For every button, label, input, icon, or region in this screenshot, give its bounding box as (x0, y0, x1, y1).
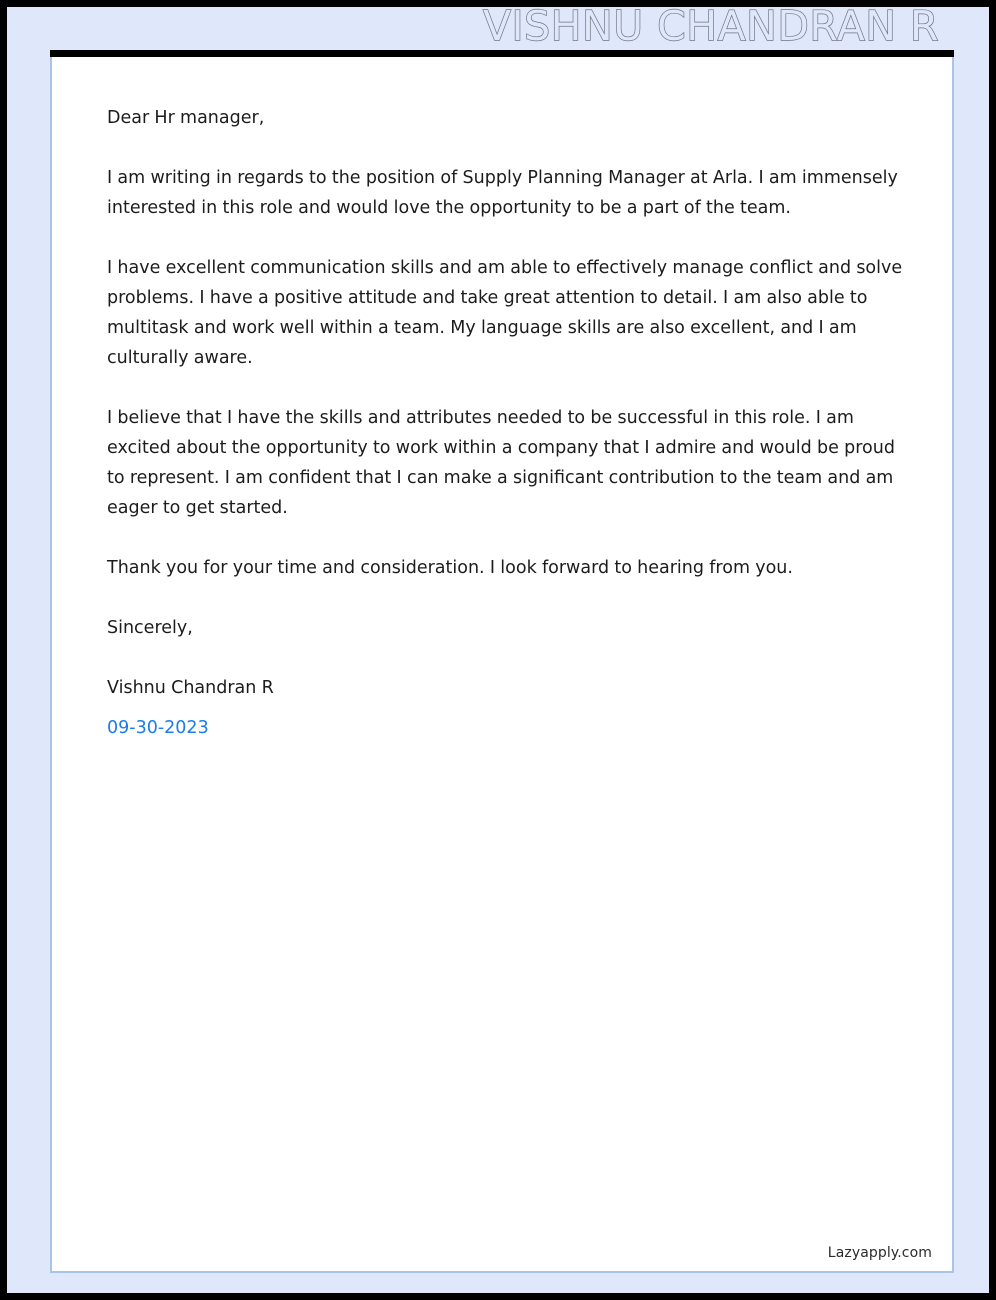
letter-paragraph-1: I am writing in regards to the position of Supply Planning Manager at Arla. I am immensely interested in this role and would love the opportunity to be a part of the team. (107, 168, 898, 218)
letter-body (107, 103, 907, 743)
letter-salutation: Dear Hr manager, (107, 108, 265, 128)
letter-paragraph-3: I believe that I have the skills and attributes needed to be successful in this role. I am excited about the opportunity to work within a company that I admire and would be proud to represent. I am confident that I can make a significant contribution to the team and am eager to get started. (107, 408, 895, 518)
letter-signature-name: Vishnu Chandran R (107, 678, 274, 698)
footer-watermark: Lazyapply.com (827, 1245, 932, 1261)
letter-paragraph-4: Thank you for your time and consideration. I look forward to hearing from you. (107, 558, 793, 578)
document-page (7, 7, 989, 1293)
document-header (7, 7, 989, 50)
header-divider-rule (50, 50, 954, 57)
page-title: VISHNU CHANDRAN R (482, 7, 939, 50)
letter-closing: Sincerely, (107, 618, 193, 638)
letter-sheet (50, 57, 954, 1273)
letter-date: 09-30-2023 (107, 718, 209, 738)
letter-paragraph-2: I have excellent communication skills and am able to effectively manage conflict and solve problems. I have a positive attitude and take great attention to detail. I am also able to multitask and work well within a team. My language skills are also excellent, and I am culturally aware. (107, 258, 903, 368)
